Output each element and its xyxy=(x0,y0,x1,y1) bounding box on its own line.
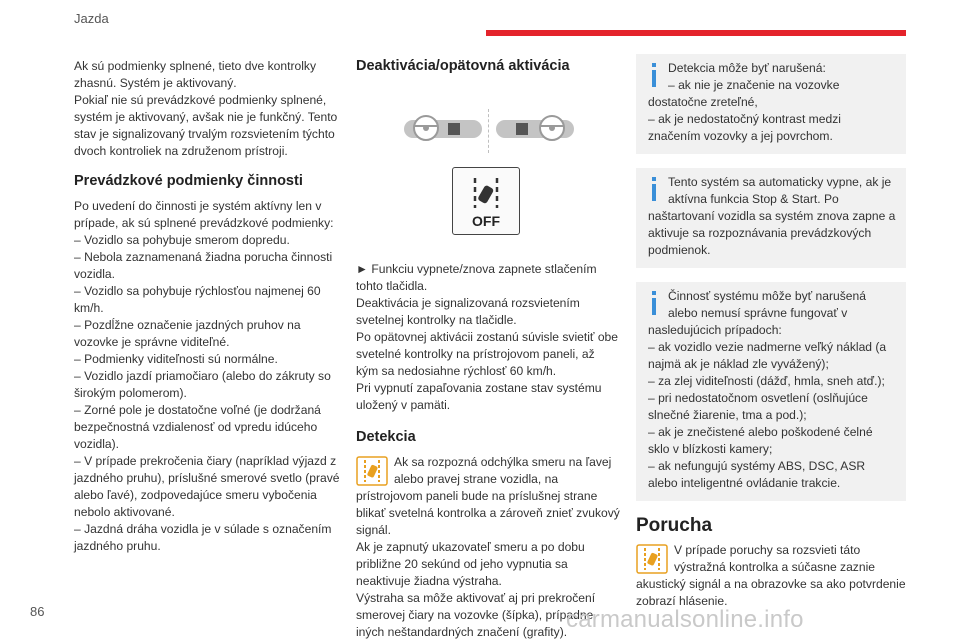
list-item: – Zorné pole je dostatočne voľné (je dodržaná bezpečnostná vzdialenosť od vpredu idúceho vozidla). xyxy=(74,403,321,451)
deactivation-text xyxy=(356,261,620,414)
list-item: – Vozidlo sa pohybuje smerom dopredu. xyxy=(74,233,290,247)
paragraph: Po uvedení do činnosti je systém aktívny len v prípade, ak sú splnené prevádzkové podmienky: xyxy=(74,199,334,230)
paragraph: Ak sú podmienky splnené, tieto dve kontrolky zhasnú. Systém je aktivovaný. xyxy=(74,59,317,90)
section-heading: Prevádzkové podmienky činnosti xyxy=(74,173,303,189)
info-icon xyxy=(648,176,660,202)
list-item: – Nebola zaznamenaná žiadna porucha činnosti vozidla. xyxy=(74,250,333,281)
paragraph: Ak sa rozpozná odchýlka smeru na ľavej alebo pravej strane vozidla, na prístrojovom paneli bude na príslušnej strane blikať svetelná kontrolka a zároveň znieť zvukový signál. xyxy=(356,455,620,537)
list-item: – ak je znečistené alebo poškodené čelné sklo v blízkosti kamery; xyxy=(648,425,873,456)
list-item: – ak vozidlo vezie nadmerne veľký náklad (a najmä ak je náklad zle vyvážený); xyxy=(648,340,887,371)
list-item: – Pozdĺžne označenie jazdných pruhov na vozovke je správne viditeľné. xyxy=(74,318,301,349)
lane-off-button-icon xyxy=(452,167,520,235)
paragraph: Deaktivácia je signalizovaná rozsvietením svetelnej kontrolky na tlačidle. xyxy=(356,296,580,327)
list-item: – za zlej viditeľnosti (dážď, hmla, sneh atď.); xyxy=(648,374,885,388)
paragraph: V prípade poruchy sa rozsvieti táto výstražná kontrolka a súčasne zaznie akustický signál a na obrazovke sa ako potvrdenie zobrazí hlásenie. xyxy=(636,543,906,608)
list-item: – Podmienky viditeľnosti sú normálne. xyxy=(74,352,278,366)
steering-wheel-icon xyxy=(496,110,574,146)
info-callout xyxy=(636,282,906,501)
paragraph: ► Funkciu vypnete/znova zapnete stlačením tohto tlačidla. xyxy=(356,262,597,293)
off-label: OFF xyxy=(472,213,500,229)
list-item: – V prípade prekročenia čiary (napríklad výjazd z jazdného pruhu), príslušné smerové svetlo (pravé alebo ľavé), zodpovedajúce smeru vybočenia nebolo aktivované. xyxy=(74,454,340,519)
lane-departure-warning-icon xyxy=(636,544,668,574)
lane-departure-warning-icon xyxy=(356,456,388,486)
list-item: – Vozidlo sa pohybuje rýchlosťou najmenej 60 km/h. xyxy=(74,284,321,315)
paragraph: Činnosť systému môže byť narušená alebo nemusí správne fungovať v nasledujúcich prípadoch: xyxy=(648,289,866,337)
list-item: – Vozidlo jazdí priamočiaro (alebo do zákruty so širokým polomerom). xyxy=(74,369,331,400)
column-right xyxy=(636,54,906,610)
steering-icons-row xyxy=(356,85,620,145)
paragraph: Detekcia môže byť narušená: xyxy=(668,61,826,75)
section-heading: Deaktivácia/opätovná aktivácia xyxy=(356,58,570,74)
list-item: – ak je nedostatočný kontrast medzi značením vozovky a jej povrchom. xyxy=(648,112,841,143)
list-item: – Jazdná dráha vozidla je v súlade s označením jazdného pruhu. xyxy=(74,522,332,553)
paragraph: Pokiaľ nie sú prevádzkové podmienky splnené, systém je aktivovaný, avšak nie je funkčný. Tento stav je signalizovaný trvalým rozsvietením týchto dvoch kontroliek na združenom prístroji. xyxy=(74,93,338,158)
section-title: Jazda xyxy=(74,11,109,26)
page-number: 86 xyxy=(30,604,45,619)
header-accent-bar xyxy=(486,30,906,36)
list-item: – pri nedostatočnom osvetlení (oslňujúce slnečné žiarenie, tma a pod.); xyxy=(648,391,868,422)
column-left xyxy=(74,58,342,555)
list-item: – ak nie je značenie na vozovke dostatočne zreteľné, xyxy=(648,78,840,109)
info-callout xyxy=(636,168,906,268)
paragraph: Výstraha sa môže aktivovať aj pri prekročení smerovej čiary na vozovke (šípka), prípadne iných neštandardných značení (grafity). xyxy=(356,591,596,639)
divider xyxy=(488,109,489,153)
paragraph: Tento systém sa automaticky vypne, ak je aktívna funkcia Stop & Start. Po naštartovaní vozidla sa systém znova zapne a aktivuje sa rozpoznávania prevádzkových podmienok. xyxy=(648,175,896,257)
watermark: carmanualsonline.info xyxy=(566,606,804,633)
info-icon xyxy=(648,62,660,88)
paragraph: Pri vypnutí zapaľovania zostane stav systému uložený v pamäti. xyxy=(356,381,602,412)
steering-wheel-icon xyxy=(404,110,482,146)
paragraph: Ak je zapnutý ukazovateľ smeru a po dobu približne 20 sekúnd od jeho vypnutia sa neaktivuje žiadna výstraha. xyxy=(356,540,585,588)
info-icon xyxy=(648,290,660,316)
list-item: – ak nefungujú systémy ABS, DSC, ASR alebo inteligentné ovládanie trakcie. xyxy=(648,459,866,490)
info-callout xyxy=(636,54,906,154)
column-middle xyxy=(356,58,620,641)
section-heading: Porucha xyxy=(636,515,713,536)
paragraph: Po opätovnej aktivácii zostanú súvisle svietiť obe svetelné kontrolky na prístrojovom paneli, až kým sa nedosiahne rýchlosť 60 km/h. xyxy=(356,330,619,378)
section-heading: Detekcia xyxy=(356,429,416,445)
